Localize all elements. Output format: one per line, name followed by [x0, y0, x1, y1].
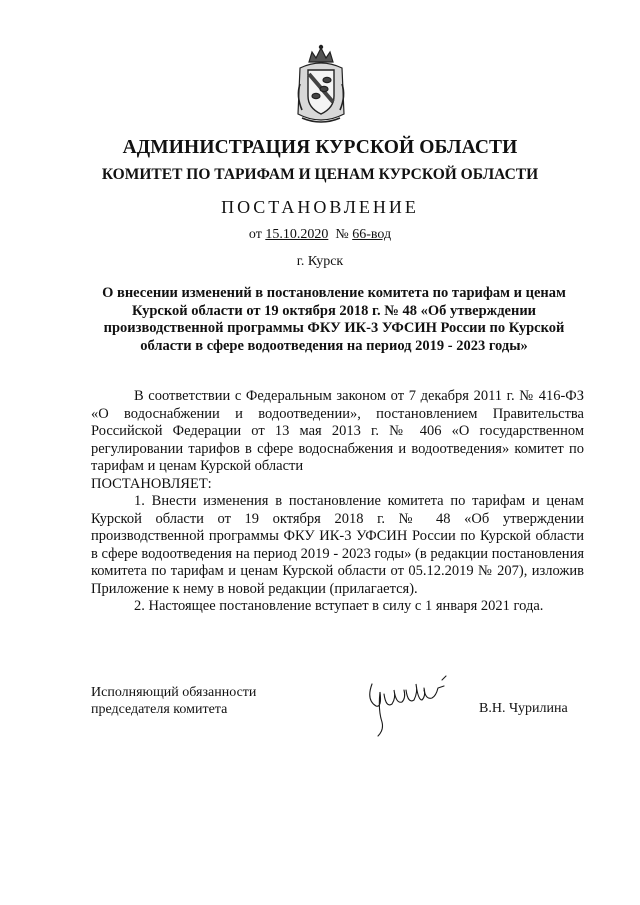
document-number: 66-вод	[352, 227, 392, 242]
number-prefix: №	[335, 227, 349, 242]
coat-of-arms-icon	[294, 44, 348, 128]
item-1-paragraph: 1. Внести изменения в постановление комитета по тарифам и ценам Курской области от 19 октября 2018 г. № 48 «Об утверждении производственной программы ФКУ ИК-3 УФСИН России по Курской области в сфере водоотведения на период 2019 - 2023 годы» (в редакции постановления комитета по тарифам и ценам Курской области от 05.12.2019 № 207), изложив Приложение к нему в новой редакции (прилагается).	[91, 493, 584, 597]
signatory-name: В.Н. Чурилина	[479, 701, 568, 716]
handwritten-signature-icon	[356, 670, 460, 742]
document-date: 15.10.2020	[265, 227, 329, 242]
city: г. Курск	[296, 254, 344, 269]
position-line-1: Исполняющий обязанности	[91, 685, 257, 700]
document-subject: О внесении изменений в постановление комитета по тарифам и ценам Курской области от 19 октября 2018 г. № 48 «Об утверждении производственной программы ФКУ ИК-3 УФСИН России по Курской области в сфере водоотведения на период 2019 - 2023 годы»	[102, 285, 566, 354]
item-2-paragraph: 2. Настоящее постановление вступает в силу с 1 января 2021 года.	[134, 598, 544, 614]
signatory-position	[91, 684, 256, 718]
document-body	[91, 388, 584, 616]
committee-name: КОМИТЕТ ПО ТАРИФАМ И ЦЕНАМ КУРСКОЙ ОБЛАСТИ	[101, 166, 539, 183]
date-prefix: от	[248, 227, 262, 242]
preamble-paragraph: В соответствии с Федеральным законом от 7 декабря 2011 г. № 416-ФЗ «О водоснабжении и водоотведении», постановлением Правительства Российской Федерации от 13 мая 2013 г. № 406 «О государственном регулировании тарифов в сфере водоснабжения и водоотведения» комитет по тарифам и ценам Курской области	[91, 388, 584, 474]
document-type: ПОСТАНОВЛЕНИЕ	[221, 197, 419, 217]
date-number-line	[0, 227, 640, 243]
organization-name: АДМИНИСТРАЦИЯ КУРСКОЙ ОБЛАСТИ	[122, 137, 518, 158]
decree-word: ПОСТАНОВЛЯЕТ:	[91, 475, 212, 492]
position-line-2: председателя комитета	[91, 702, 228, 717]
